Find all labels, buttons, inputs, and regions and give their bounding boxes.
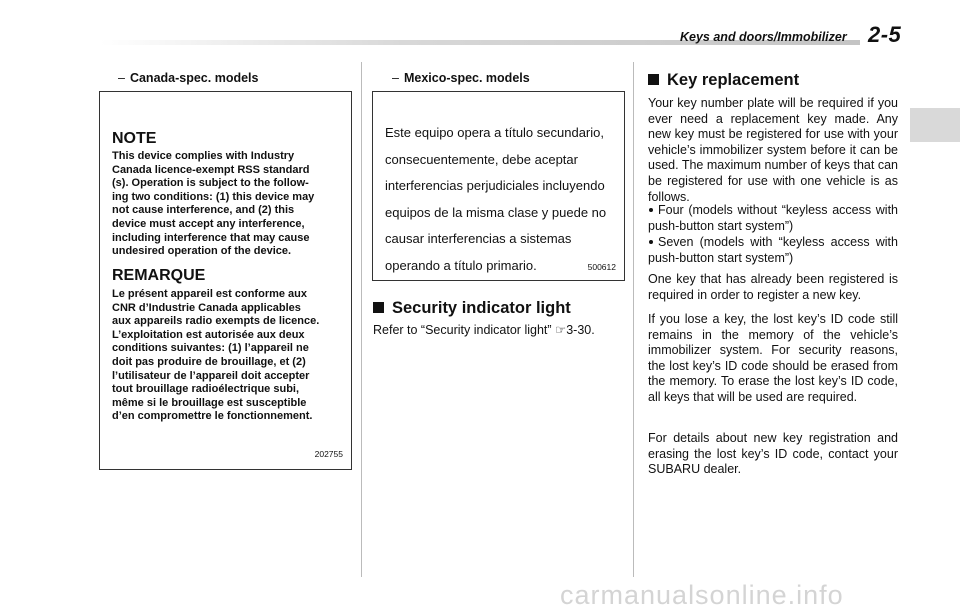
mexico-line: Este equipo opera a título secundario, <box>385 125 604 140</box>
note-line: This device complies with Industry <box>112 150 295 162</box>
canada-label-box <box>99 91 352 470</box>
mexico-line: equipos de la misma clase y puede no <box>385 204 607 220</box>
remarque-line: tout brouillage radioélectrique subi, <box>112 383 300 396</box>
remarque-line: l’utilisateur de l’appareil doit accepter <box>112 369 310 382</box>
column-divider <box>361 62 362 577</box>
bullet-item <box>648 203 898 234</box>
bullet-dot-icon <box>649 240 653 244</box>
note-line: (s). Operation is subject to the follow- <box>112 177 309 190</box>
note-line: undesired operation of the device. <box>112 245 292 258</box>
square-bullet-icon <box>373 302 384 313</box>
bullet-dot-icon <box>649 208 653 212</box>
paragraph: Your key number plate will be required if you ever need a replacement key made. Any new key must be registered for use with your vehicle’s immobilizer system before it can be used. The maximum number of keys that can be registered for use with one vehicle is as follows. <box>648 96 898 204</box>
remarque-line: Le présent appareil est conforme aux <box>112 288 308 300</box>
dash: – <box>118 71 125 85</box>
paragraph: If you lose a key, the lost key’s ID code still remains in the memory of the vehicle’s immobilizer system. For security reasons, the lost key’s ID code should be erased from the memory. To erase the lost key’s ID code, all keys that will be used are required. <box>648 312 898 404</box>
page-number: 2-5 <box>868 22 902 47</box>
remarque-line: CNR d’Industrie Canada applicables <box>112 301 301 314</box>
remarque-line: même si le brouillage est susceptible <box>112 396 307 409</box>
paragraph: One key that has already been registered is required in order to register a new key. <box>648 272 898 302</box>
mexico-subheading <box>392 71 530 85</box>
remarque-line: aux appareils radio exempts de licence. <box>112 315 320 328</box>
figure-code: 500612 <box>587 262 616 272</box>
bullet-text: Four (models without “keyless access with push-button start system”) <box>648 203 898 233</box>
mexico-subheading-text: Mexico-spec. models <box>403 71 530 85</box>
note-line: ing two conditions: (1) this device may <box>112 190 315 203</box>
mexico-line: causar interferencias a sistemas <box>385 231 572 246</box>
bullet-item <box>648 235 898 266</box>
remarque-line: L’exploitation est autorisée aux deux <box>112 328 305 341</box>
header-section-title: Keys and doors/Immobilizer <box>680 30 847 44</box>
note-line: Canada licence-exempt RSS standard <box>112 163 310 176</box>
watermark: carmanualsonline.info <box>560 580 844 610</box>
paragraph: For details about new key registration and erasing the lost key’s ID code, contact your SUBARU dealer. <box>648 431 898 477</box>
remarque-title: REMARQUE <box>112 267 206 284</box>
note-body <box>112 150 352 259</box>
key-replacement-heading-text: Key replacement <box>667 71 800 89</box>
remarque-line: conditions suivantes: (1) l’appareil ne <box>112 342 309 355</box>
security-reference: Refer to “Security indicator light” ☞3-30. <box>373 323 595 337</box>
column-divider <box>633 62 634 577</box>
mexico-line: consecuentemente, debe aceptar <box>385 151 578 167</box>
mexico-line: operando a título primario. <box>385 257 537 273</box>
thumb-tab <box>910 108 960 142</box>
note-line: including interference that may cause <box>112 231 310 244</box>
bullet-text: Seven (models with “keyless access with push-button start system”) <box>648 235 898 265</box>
note-line: device must accept any interference, <box>112 217 305 230</box>
mexico-body <box>385 120 625 279</box>
remarque-line: doit pas produire de brouillage, et (2) <box>112 355 306 368</box>
figure-code: 202755 <box>314 449 343 459</box>
remarque-line: d’en compromettre le fonctionnement. <box>112 410 313 423</box>
remarque-body <box>112 288 352 424</box>
dash: – <box>392 71 399 85</box>
mexico-line: interferencias perjudiciales incluyendo <box>385 178 605 193</box>
canada-subheading-text: Canada-spec. models <box>129 71 259 85</box>
canada-subheading <box>118 71 258 85</box>
security-heading-text: Security indicator light <box>392 299 571 317</box>
note-title: NOTE <box>112 130 157 147</box>
mexico-label-box <box>372 91 625 281</box>
square-bullet-icon <box>648 74 659 85</box>
security-heading <box>373 299 571 318</box>
note-line: not cause interference, and (2) this <box>112 204 295 217</box>
key-replacement-heading <box>648 71 799 90</box>
